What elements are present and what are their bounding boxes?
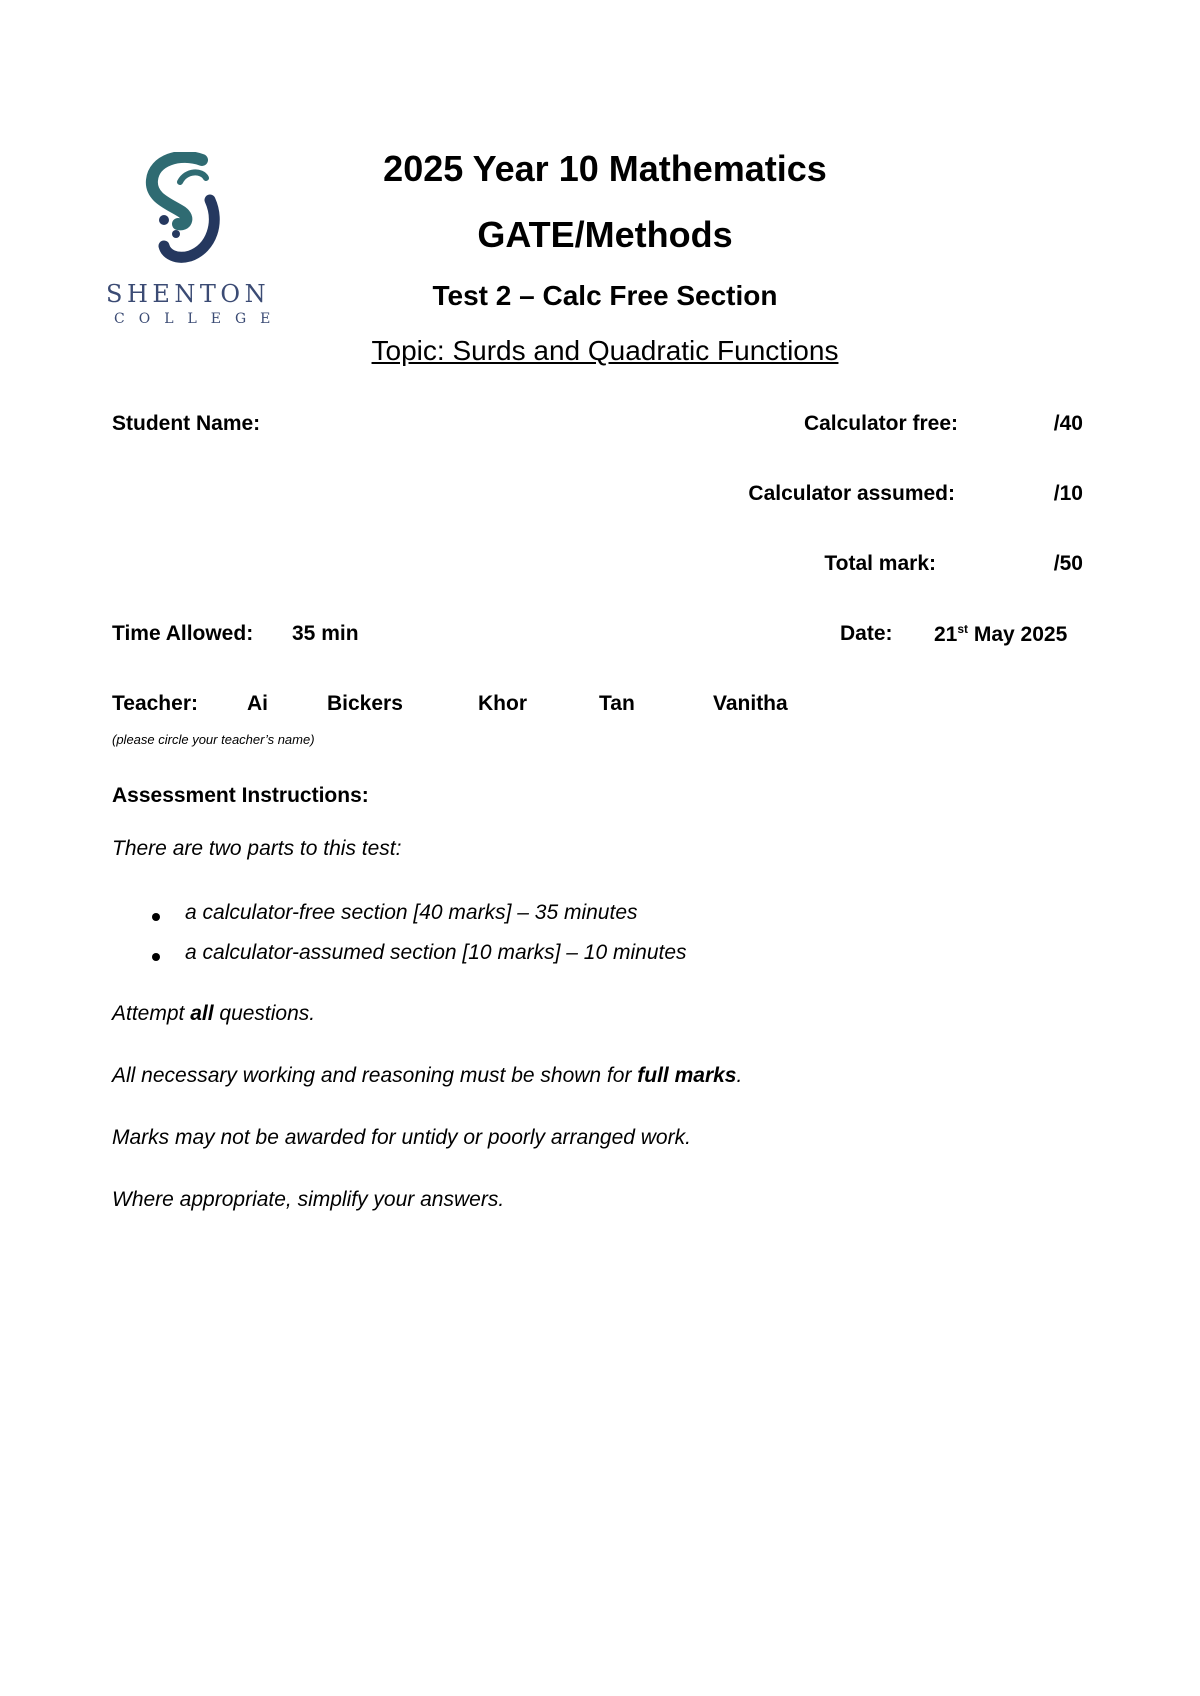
instructions-intro: There are two parts to this test: [112, 837, 402, 860]
date-label: Date: [840, 622, 893, 645]
shenton-college-logo-icon [140, 152, 226, 264]
document-course: GATE/Methods [477, 214, 733, 255]
teacher-option-ai[interactable]: Ai [247, 692, 268, 715]
instructions-heading: Assessment Instructions: [112, 784, 369, 807]
calculator-free-value: /40 [1053, 412, 1083, 435]
total-mark-value: /50 [1053, 552, 1083, 575]
instruction-simplify: Where appropriate, simplify your answers. [112, 1188, 505, 1211]
document-subtitle: Test 2 – Calc Free Section [432, 280, 778, 311]
instruction-bullet-calc-assumed: a calculator-assumed section [10 marks] – 10 minutes [185, 941, 687, 964]
date-day: 21 [934, 623, 958, 646]
working-text-bold: full marks [637, 1064, 737, 1087]
bullet-icon [152, 953, 160, 961]
attempt-text-bold: all [190, 1002, 214, 1025]
calculator-free-label: Calculator free: [803, 412, 958, 435]
teacher-label: Teacher: [112, 692, 198, 715]
teacher-option-bickers[interactable]: Bickers [327, 692, 403, 715]
time-allowed-label: Time Allowed: [112, 622, 254, 645]
instruction-untidy-work: Marks may not be awarded for untidy or poorly arranged work. [112, 1126, 691, 1149]
document-title: 2025 Year 10 Mathematics [383, 148, 827, 189]
teacher-option-tan[interactable]: Tan [599, 692, 635, 715]
logo-subname: COLLEGE [114, 311, 285, 327]
total-mark-label: Total mark: [824, 552, 936, 575]
working-text-pre: All necessary working and reasoning must be shown for [112, 1064, 638, 1087]
document-topic: Topic: Surds and Quadratic Functions [371, 335, 839, 366]
logo-name: SHENTON [106, 280, 271, 308]
teacher-option-vanitha[interactable]: Vanitha [713, 692, 788, 715]
teacher-note: (please circle your teacher’s name) [112, 732, 315, 747]
student-name-label: Student Name: [112, 412, 261, 435]
bullet-icon [152, 913, 160, 921]
date-value [934, 622, 1067, 647]
instruction-working [112, 1064, 742, 1088]
attempt-text-post: questions. [213, 1002, 316, 1025]
instruction-attempt-all [112, 1002, 315, 1026]
date-suffix: st [957, 622, 969, 636]
calculator-assumed-value: /10 [1053, 482, 1083, 505]
time-allowed-value: 35 min [292, 622, 359, 645]
calculator-assumed-label: Calculator assumed: [748, 482, 955, 505]
working-text-post: . [736, 1064, 743, 1087]
instruction-bullet-calc-free: a calculator-free section [40 marks] – 35 minutes [185, 901, 638, 924]
date-rest: May 2025 [973, 623, 1068, 646]
teacher-option-khor[interactable]: Khor [478, 692, 527, 715]
attempt-text-pre: Attempt [112, 1002, 191, 1025]
